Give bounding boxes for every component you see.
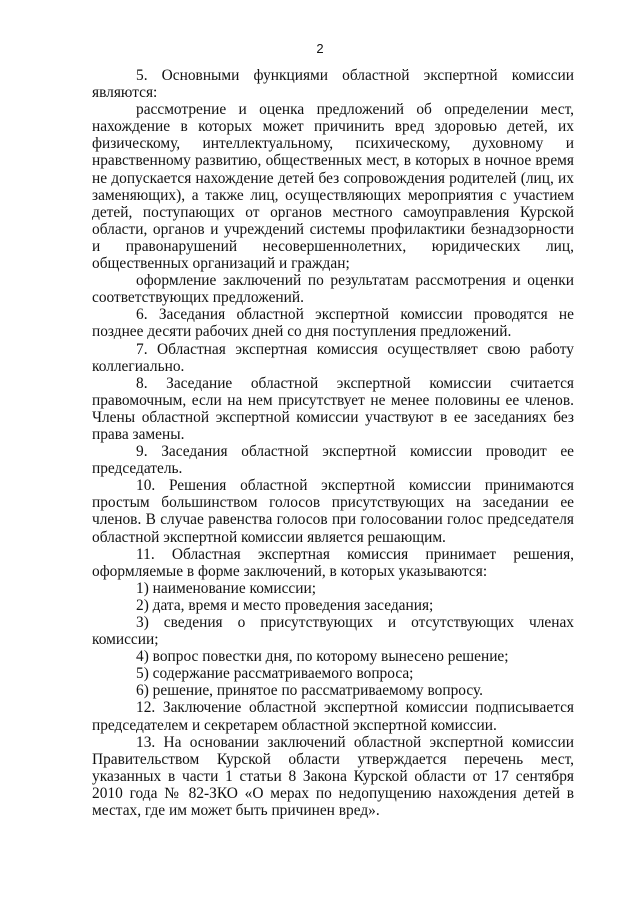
- list-item-1: 1) наименование комиссии;: [136, 579, 317, 597]
- paragraph-9: 9. Заседания областной экспертной комиссии проводит ее председатель.: [92, 443, 574, 478]
- document-body: [92, 67, 574, 819]
- list-item-4: 4) вопрос повестки дня, по которому вынесено решение;: [136, 648, 509, 666]
- paragraph-10: 10. Решения областной экспертной комиссии принимаются простым большинством голосов присутствующих на заседании ее членов. В случае равенства голосов при голосовании голос председателя областной экспертной комиссии является решающим.: [92, 477, 574, 546]
- list-item-3: 3) сведения о присутствующих и отсутствующих членах комиссии;: [92, 614, 574, 649]
- page-number: 2: [316, 41, 324, 56]
- paragraph-11: 11. Областная экспертная комиссия принимает решения, оформляемые в форме заключений, в которых указываются:: [92, 545, 574, 580]
- list-item-6: 6) решение, принятое по рассматриваемому вопросу.: [136, 682, 483, 700]
- paragraph-12: 12. Заключение областной экспертной комиссии подписывается председателем и секретарем областной экспертной комиссии.: [92, 699, 574, 734]
- paragraph-13: 13. На основании заключений областной экспертной комиссии Правительством Курской области утверждается перечень мест, указанных в части 1 статьи 8 Закона Курской области от 17 сентября 2010 года № 82-ЗКО «О мерах по недопущению нахождения детей в местах, где им может быть причинен вред».: [92, 733, 574, 820]
- paragraph-7: 7. Областная экспертная комиссия осуществляет свою работу коллегиально.: [92, 340, 574, 375]
- paragraph-8: 8. Заседание областной экспертной комиссии считается правомочным, если на нем присутствует не менее половины ее членов. Члены областной экспертной комиссии участвуют в ее заседаниях без права замены.: [92, 374, 574, 443]
- paragraph-6: 6. Заседания областной экспертной комиссии проводятся не позднее десяти рабочих дней со дня поступления предложений.: [92, 306, 574, 341]
- paragraph-5-function-1: рассмотрение и оценка предложений об определении мест, нахождение в которых может причинить вред здоровью детей, их физическому, интеллектуальному, психическому, духовному и нравственному развитию, общественных мест, в которых в ночное время не допускается нахождение детей без сопровождения родителей (лиц, их заменяющих), а также лиц, осуществляющих мероприятия с участием детей, поступающих от органов местного самоуправления Курской области, органов и учреждений системы профилактики безнадзорности и правонарушений несовершеннолетних, юридических лиц, общественных организаций и граждан;: [92, 101, 574, 273]
- list-item-5: 5) содержание рассматриваемого вопроса;: [136, 665, 414, 683]
- list-item-2: 2) дата, время и место проведения заседания;: [136, 596, 434, 614]
- paragraph-5-function-2: оформление заключений по результатам рассмотрения и оценки соответствующих предложений.: [92, 272, 574, 307]
- paragraph-5-intro: 5. Основными функциями областной экспертной комиссии являются:: [92, 67, 574, 102]
